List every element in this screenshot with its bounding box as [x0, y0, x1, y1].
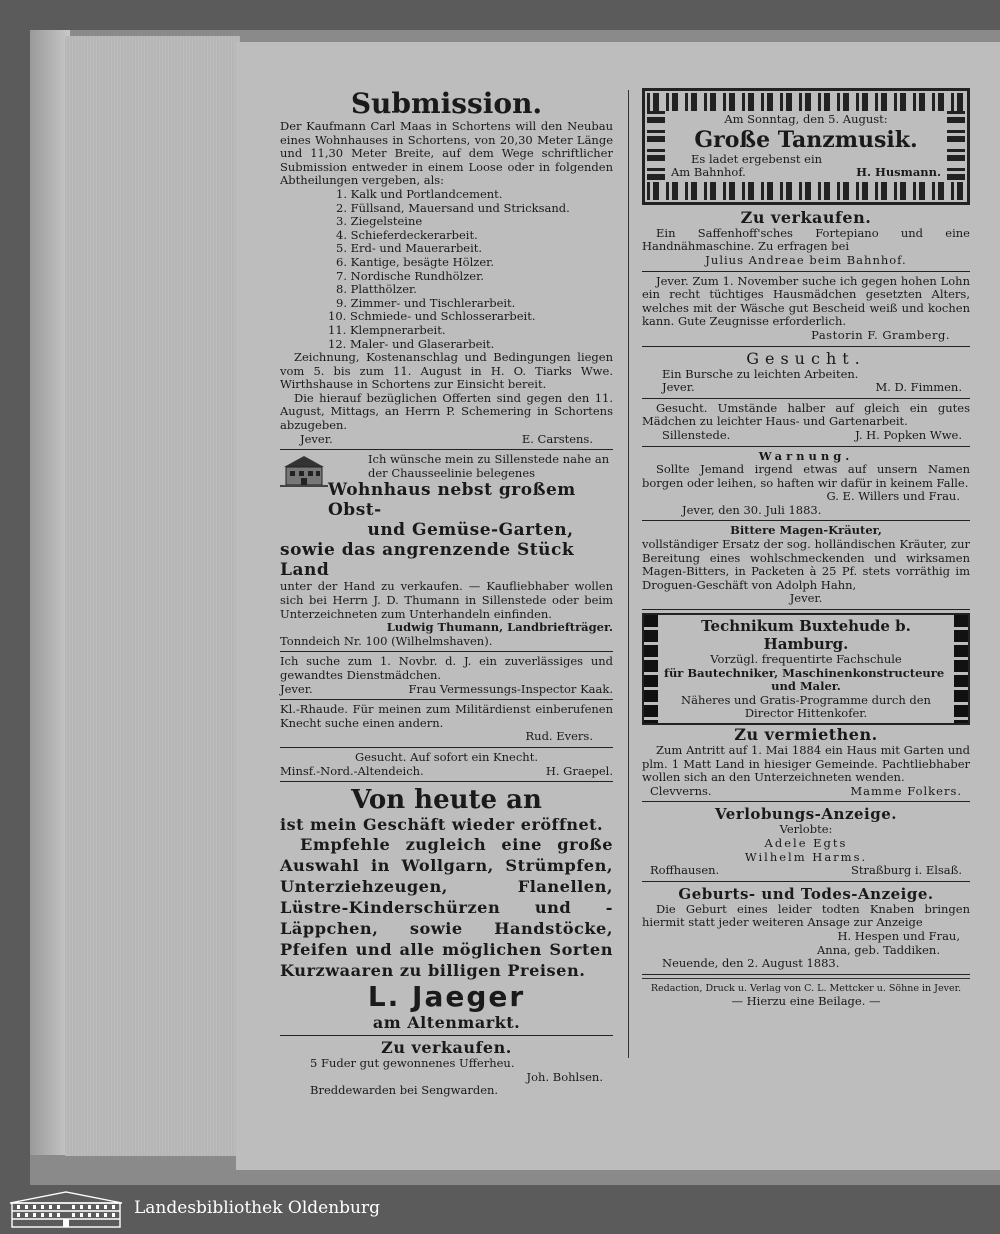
tanz-line1: Am Sonntag, den 5. August:	[724, 112, 888, 126]
tanz-line2: Es ladet ergebenst ein	[691, 151, 823, 166]
geburt-title: Geburts- und Todes-Anzeige.	[678, 884, 934, 903]
dienstmaedchen-ad	[280, 655, 613, 696]
heu-body: 5 Fuder gut gewonnenes Ufferheu.	[310, 1056, 515, 1071]
list-item: 12. Maler- und Glaserarbeit.	[328, 336, 495, 351]
fortepiano-title: Zu verkaufen.	[740, 207, 872, 227]
imprint-line1: Redaction, Druck u. Verlag von C. L. Mettcker u. Söhne in Jever.	[650, 982, 962, 994]
knecht-signature	[280, 765, 613, 779]
signature-name: Mamme Folkers.	[850, 783, 962, 798]
ornament-border-right	[947, 111, 965, 182]
house-illustration-icon	[280, 453, 328, 487]
geburt-body: Die Geburt eines leider todten Knaben bringen hiermit statt jeder weiteren Ansage zur Anzeige	[642, 901, 970, 930]
signature-name: Director Hittenkofer.	[744, 706, 868, 721]
hausmaedchen-ad	[642, 275, 970, 343]
signature-name: G. E. Willers und Frau.	[826, 489, 960, 504]
vermiethen-signature	[642, 785, 970, 799]
vermiethen-body: Zum Antritt auf 1. Mai 1884 ein Haus mit Garten und plm. 1 Matt Land in hiesiger Gemeinde. Pachtliebhaber wollen sich an den Unterzeichneten wenden.	[642, 743, 970, 785]
sillenstede-headline-2: und Gemüse-Garten,	[367, 520, 574, 541]
book-cover-edge	[30, 30, 70, 1155]
library-building-logo-icon	[8, 1189, 124, 1229]
technikum-line1: Vorzügl. frequentirte Fachschule	[710, 652, 902, 667]
signature-place: Breddewarden bei Sengwarden.	[310, 1083, 499, 1098]
ornament-border-top	[647, 93, 965, 111]
jaeger-ad	[280, 785, 613, 1032]
bursche-signature	[642, 381, 970, 395]
list-item: 9. Zimmer- und Tischlerarbeit.	[336, 295, 516, 310]
signature-place: Roffhausen.	[650, 863, 720, 878]
knecht-ad	[280, 751, 613, 778]
geburt-date: Neuende, den 2. August 1883.	[662, 956, 840, 971]
magen-ad	[642, 524, 970, 606]
ornament-bar-left	[644, 615, 658, 723]
maedchen-body: Gesucht. Umstände halber auf gleich ein gutes Mädchen zu leichter Haus- und Gartenarbeit.	[642, 400, 970, 429]
knecht-body: Gesucht. Auf sofort ein Knecht.	[355, 749, 538, 764]
bursche-title: Gesucht.	[746, 348, 866, 368]
ornament-border-left	[647, 111, 665, 182]
signature-name: H. Hespen und Frau,	[837, 928, 960, 943]
heu-title: Zu verkaufen.	[381, 1038, 512, 1058]
tanzmusik-ad	[642, 88, 970, 205]
library-name: Landesbibliothek Oldenburg	[134, 1198, 381, 1218]
submission-signature	[280, 433, 613, 447]
list-item: 4. Schieferdeckerarbeit.	[336, 227, 478, 242]
bursche-ad	[642, 350, 970, 395]
signature-place: Sillenstede.	[662, 427, 731, 442]
verlobung-places	[642, 864, 970, 878]
submission-ad	[280, 88, 613, 446]
sillenstede-ad	[280, 453, 613, 648]
technikum-line2: für Bautechniker, Maschinenkonstructeure	[664, 665, 945, 680]
list-item: 6. Kantige, besägte Hölzer.	[336, 254, 495, 269]
technikum-title: Technikum Buxtehude b. Hamburg.	[701, 617, 911, 654]
signature-name: H. Husmann.	[856, 165, 941, 180]
technikum-body: Näheres und Gratis-Programme durch den	[681, 692, 931, 707]
imprint	[642, 982, 970, 1009]
signature-name: Frau Vermessungs-Inspector Kaak.	[408, 681, 613, 696]
jaeger-title: Von heute an	[351, 785, 542, 816]
sillenstede-body: unter der Hand zu verkaufen. — Kaufliebhaber wollen sich bei Herrn J. D. Thumann in Sillenstede oder beim Unterzeichneten zum Unterhandeln einfinden.	[280, 579, 613, 621]
jaeger-line1: ist mein Geschäft wieder eröffnet.	[280, 815, 604, 835]
submission-list	[280, 188, 613, 351]
magen-title: Bittere Magen-Kräuter,	[730, 523, 882, 538]
verlobung-name2: Wilhelm Harms.	[744, 849, 868, 864]
maedchen-signature	[642, 429, 970, 443]
signature-name: Julius Andreae beim Bahnhof.	[705, 252, 907, 267]
geburt-ad	[642, 885, 970, 971]
verlobung-title: Verlobungs-Anzeige.	[715, 805, 897, 824]
list-item: 1. Kalk und Portlandcement.	[336, 186, 503, 201]
maedchen-ad	[642, 402, 970, 443]
rhaude-body: Kl.-Rhaude. Für meinen zum Militärdienst einberufenen Knecht suche einen andern.	[280, 702, 613, 730]
technikum-line3: und Maler.	[771, 679, 841, 694]
sillenstede-sig2: Tonndeich Nr. 100 (Wilhelmshaven).	[280, 633, 493, 648]
rhaude-ad	[280, 703, 613, 744]
tanz-title: Große Tanzmusik.	[694, 126, 918, 153]
signature-name: E. Carstens.	[521, 431, 593, 446]
submission-title: Submission.	[350, 87, 543, 120]
sillenstede-headline-3: sowie das angrenzende Stück Land	[280, 540, 575, 581]
signature-name: M. D. Fimmen.	[875, 380, 962, 395]
verlobung-label: Verlobte:	[779, 822, 833, 837]
signature-name: Anna, geb. Taddiken.	[817, 942, 940, 957]
list-item: 7. Nordische Rundhölzer.	[336, 268, 484, 283]
sillenstede-headline-1: Wohnhaus nebst großem Obst-	[328, 480, 576, 521]
signature-name: Joh. Bohlsen.	[526, 1069, 603, 1084]
left-column	[280, 88, 613, 1098]
warnung-date: Jever, den 30. Juli 1883.	[682, 502, 822, 517]
imprint-line2: — Hierzu eine Beilage. —	[731, 994, 881, 1009]
signature-place: Jever.	[280, 681, 313, 696]
ornament-border-bottom	[647, 182, 965, 200]
magen-body: vollständiger Ersatz der sog. holländischen Kräuter, zur Bereitung eines wohlschmeckenden und wirksamen Magen-Bitters, in Packeten à 25 Pf. stets vorräthig im Droguen-Geschäft von Adolph Hahn,	[642, 537, 970, 592]
jaeger-place: am Altenmarkt.	[372, 1013, 521, 1033]
tanz-signature	[671, 166, 941, 180]
sillenstede-intro: Ich wünsche mein zu Sillenstede nahe an der Chausseelinie belegenes	[368, 452, 610, 480]
signature-place: Am Bahnhof.	[671, 165, 746, 180]
verlobung-name1: Adele Egts	[764, 835, 848, 850]
signature-place: Jever.	[662, 380, 695, 395]
column-divider	[628, 90, 629, 1058]
warnung-title: Warnung.	[758, 448, 854, 463]
page-stack-edge	[65, 36, 240, 1156]
submission-body1: Zeichnung, Kostenanschlag und Bedingungen liegen vom 5. bis zum 11. August in H. O. Tiarks Wwe. Wirthshause in Schortens zur Einsicht bereit.	[280, 350, 613, 392]
sillenstede-sig1: Ludwig Thumann, Landbriefträger.	[386, 620, 613, 635]
warnung-body: Sollte Jemand irgend etwas auf unsern Namen borgen oder leihen, so haften wir dafür in keinem Falle.	[642, 462, 970, 490]
signature-place: Jever.	[789, 591, 823, 606]
right-column	[642, 88, 970, 1009]
signature-name: Rud. Evers.	[525, 729, 593, 744]
dienst-signature	[280, 683, 613, 697]
submission-intro: Der Kaufmann Carl Maas in Schortens will den Neubau eines Wohnhauses in Schortens, von 20,30 Meter Länge und 11,30 Meter Breite, auf dem Wege schriftlicher Submission entweder in einem Loose oder in folgenden Abtheilungen vergeben, als:	[280, 119, 613, 188]
bursche-body: Ein Bursche zu leichten Arbeiten.	[662, 366, 859, 381]
vermiethen-title: Zu vermiethen.	[734, 725, 878, 744]
fortepiano-body: Ein Saffenhoff'sches Fortepiano und eine Handnähmaschine. Zu erfragen bei	[642, 225, 970, 254]
list-item: 5. Erd- und Mauerarbeit.	[336, 241, 483, 256]
list-item: 2. Füllsand, Mauersand und Stricksand.	[336, 200, 570, 215]
jaeger-body: Empfehle zugleich eine große Auswahl in Wollgarn, Strümpfen, Unterziehzeugen, Flanellen, Lüstre-Kinderschürzen und -Läppchen, sowie Handstöcke, Pfeifen und alle möglichen Sorten Kurzwaaren zu billigen Preisen.	[280, 835, 613, 981]
signature-name: H. Graepel.	[545, 763, 613, 778]
jaeger-name: L. Jaeger	[367, 980, 526, 1014]
technikum-ad	[642, 613, 970, 725]
list-item: 3. Ziegelsteine	[336, 214, 423, 229]
signature-place: Minsf.-Nord.-Altendeich.	[280, 763, 424, 778]
fortepiano-ad	[642, 209, 970, 268]
hausmaedchen-body: Jever. Zum 1. November suche ich gegen hohen Lohn ein recht tüchtiges Hausmädchen gesetzten Alters, welches mit der Wäsche gut Bescheid weiß und kochen kann. Gute Zeugnisse erforderlich.	[642, 273, 970, 329]
list-item: 11. Klempnerarbeit.	[328, 322, 446, 337]
signature-name: J. H. Popken Wwe.	[855, 427, 962, 442]
heu-ad	[280, 1039, 613, 1098]
signature-name: Pastorin F. Gramberg.	[811, 327, 950, 342]
vermiethen-ad	[642, 725, 970, 798]
signature-place: Clevverns.	[650, 783, 712, 798]
signature-place: Jever.	[300, 431, 333, 446]
ornament-bar-right	[954, 615, 968, 723]
verlobung-ad	[642, 805, 970, 877]
list-item: 8. Platthölzer.	[336, 282, 417, 297]
list-item: 10. Schmiede- und Schlosserarbeit.	[328, 309, 536, 324]
signature-place: Straßburg i. Elsaß.	[851, 863, 962, 878]
submission-body2: Die hierauf bezüglichen Offerten sind gegen den 11. August, Mittags, an Herrn P. Schemering in Schortens abzugeben.	[280, 390, 613, 433]
warnung-ad	[642, 450, 970, 518]
dienst-body: Ich suche zum 1. Novbr. d. J. ein zuverlässiges und gewandtes Dienstmädchen.	[280, 654, 613, 682]
